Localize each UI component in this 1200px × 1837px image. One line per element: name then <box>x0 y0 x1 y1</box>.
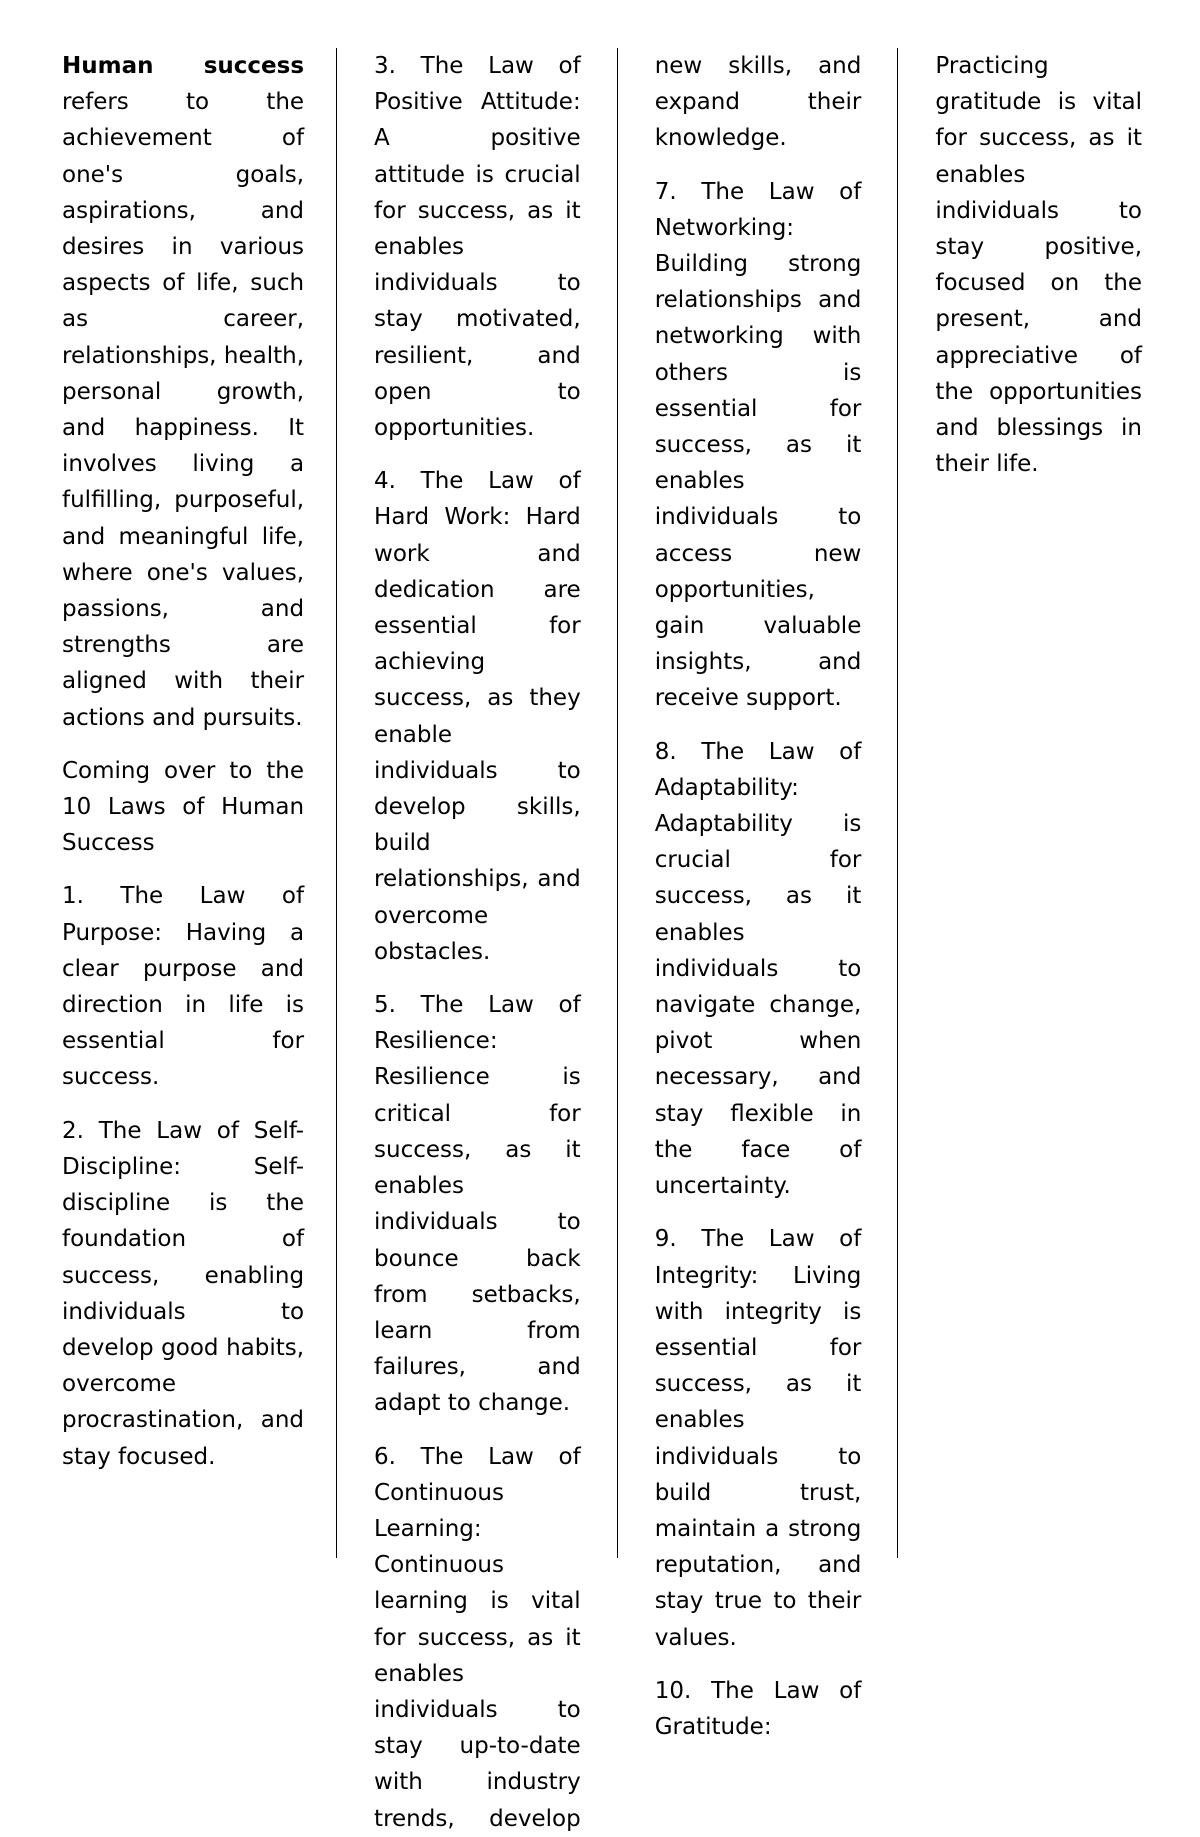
document-columns <box>62 48 1143 1832</box>
law-7-paragraph: 7. The Law of Networking: Building strong relationships and networking with others is essential for success, as it enables individuals to access new opportunities, gain valuable insights, and receive support. <box>654 178 862 712</box>
law-8-paragraph: 8. The Law of Adaptability: Adaptability is crucial for success, as it enables individuals to navigate change, pivot when necessary, and stay flexible in the face of uncertainty. <box>654 738 862 1200</box>
law-10-paragraph-start: 10. The Law of Gratitude: <box>654 1677 862 1740</box>
law-2-paragraph: 2. The Law of Self-Discipline: Self-discipline is the foundation of success, enabling individuals to develop good habits, overcome procrastination, and stay focused. <box>62 1117 305 1470</box>
column-1 <box>62 48 337 1558</box>
law-3-paragraph: 3. The Law of Positive Attitude: A positive attitude is crucial for success, as it enables individuals to stay motivated, resilient, and open to opportunities. <box>374 53 581 442</box>
law-6-paragraph-end: new skills, and expand their knowledge. <box>654 53 862 152</box>
intro-term: Human success <box>62 53 305 79</box>
column-3 <box>618 48 899 1740</box>
coming-over-paragraph: Coming over to the 10 Laws of Human Success <box>62 757 305 857</box>
law-6-paragraph-start: 6. The Law of Continuous Learning: Continuous learning is vital for success, as it enables individuals to stay up-to-date with industry trends, develop <box>374 1443 581 1832</box>
column-2 <box>337 48 618 1832</box>
law-5-paragraph: 5. The Law of Resilience: Resilience is critical for success, as it enables individuals to bounce back from setbacks, learn from failures, and adapt to change. <box>374 992 581 1417</box>
column-4 <box>898 48 1142 1558</box>
law-10-paragraph-end: Practicing gratitude is vital for success, as it enables individuals to stay positive, focused on the present, and appreciative of the opportunities and blessings in their life. <box>935 53 1143 478</box>
law-9-paragraph: 9. The Law of Integrity: Living with integrity is essential for success, as it enables individuals to build trust, maintain a strong reputation, and stay true to their values. <box>654 1226 862 1651</box>
intro-paragraph <box>62 48 304 736</box>
law-4-paragraph: 4. The Law of Hard Work: Hard work and dedication are essential for achieving success, as they enable individuals to develop skills, build relationships, and overcome obstacles. <box>374 468 581 965</box>
law-1-paragraph: 1. The Law of Purpose: Having a clear purpose and direction in life is essential for success. <box>62 883 305 1091</box>
intro-definition: refers to the achievement of one's goals, aspirations, and desires in various aspects of life, such as career, relationships, health, personal growth, and happiness. It involves living a fulfilling, purposeful, and meaningful life, where one's values, passions, and strengths are aligned with their actions and pursuits. <box>62 89 305 731</box>
